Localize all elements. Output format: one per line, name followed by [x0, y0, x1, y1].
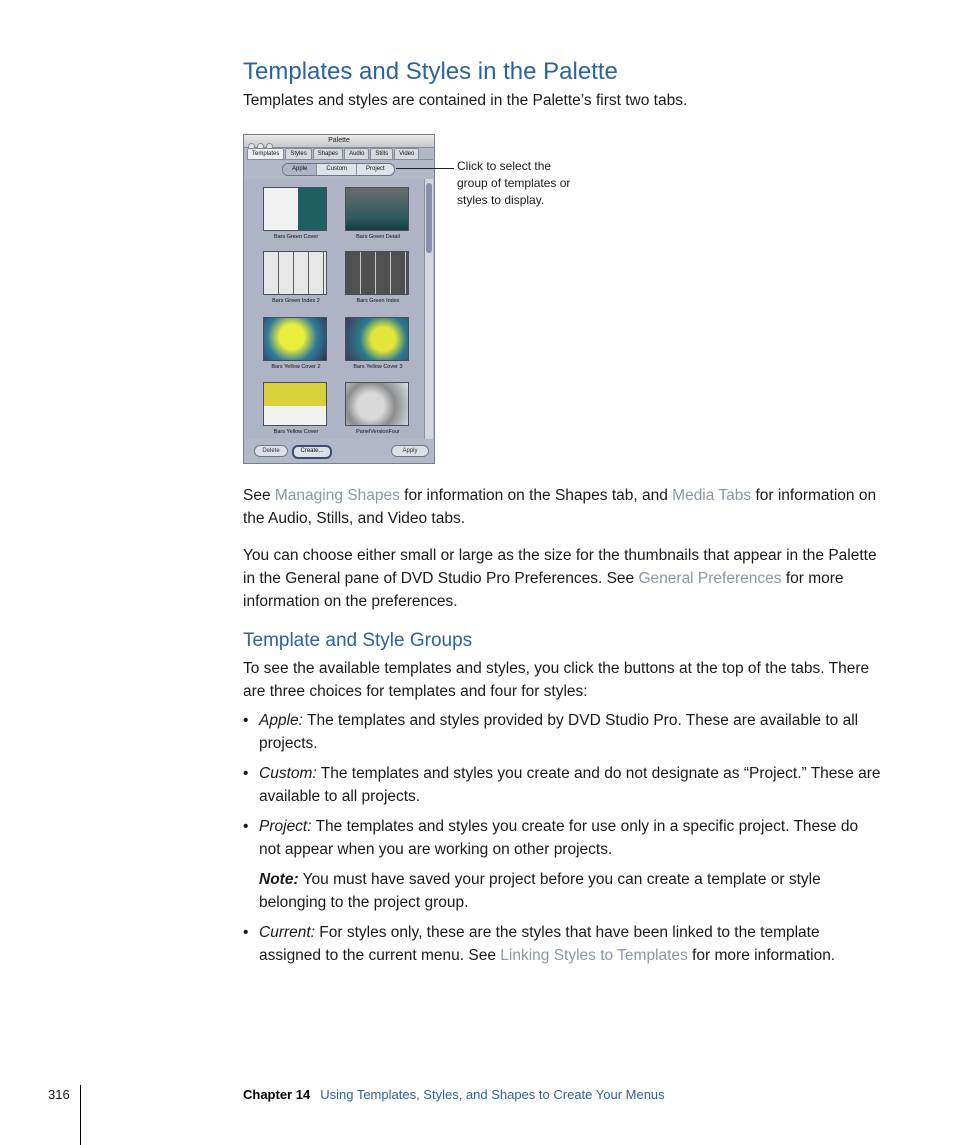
note-label: Note:: [259, 871, 299, 888]
chapter-footer: [243, 1087, 665, 1102]
thumbnail-image: [263, 251, 327, 295]
list-item: [243, 921, 883, 967]
bullet-icon: •: [243, 818, 249, 835]
thumbnail-image: [263, 187, 327, 231]
bullet-icon: •: [243, 712, 249, 729]
thumbnail-caption: PanelVersionFour: [356, 429, 400, 435]
link-general-preferences[interactable]: General Preferences: [638, 570, 782, 587]
thumbnail-image: [345, 187, 409, 231]
note: [259, 868, 883, 914]
paragraph-groups-intro: To see the available templates and styles, you click the buttons at the top of the tabs. There are three choices for templates and four for styles:: [243, 660, 870, 700]
text: for information on the Shapes tab, and: [399, 487, 673, 504]
footer-divider: [80, 1085, 81, 1145]
thumbnail-item[interactable]: [345, 317, 411, 370]
thumbnail-caption: Bars Yellow Cover: [273, 429, 319, 435]
thumbnail-caption: Bars Green Detail: [356, 234, 400, 240]
thumbnail-item[interactable]: [345, 251, 411, 304]
bullet-icon: •: [243, 924, 249, 941]
bullet-term: Project:: [259, 818, 312, 835]
thumbnail-image: [345, 382, 409, 426]
tab-templates[interactable]: Templates: [247, 148, 284, 160]
group-project-button[interactable]: Project: [366, 166, 385, 172]
thumbnail-item[interactable]: [263, 317, 329, 370]
bullet-text: The templates and styles provided by DVD Studio Pro. These are available to all projects.: [259, 712, 859, 752]
bullet-text: For styles only, these are the styles that have been linked to the template assigned to the current menu. See: [259, 924, 820, 964]
tab-styles[interactable]: Styles: [285, 148, 311, 160]
bullet-text: The templates and styles you create and do not designate as “Project.” These are available to all projects.: [259, 765, 881, 805]
link-linking-styles[interactable]: Linking Styles to Templates: [500, 947, 688, 964]
thumbnail-image: [345, 317, 409, 361]
tab-audio[interactable]: Audio: [344, 148, 369, 160]
thumbnail-item[interactable]: [345, 187, 411, 240]
thumbnail-caption: Bars Green Cover: [273, 234, 319, 240]
palette-title-bar[interactable]: [244, 135, 434, 148]
intro-text: Templates and styles are contained in the Palette’s first two tabs.: [243, 92, 688, 109]
list-item: [243, 815, 883, 861]
bullet-icon: •: [243, 765, 249, 782]
thumbnail-caption: Bars Yellow Cover 3: [353, 364, 403, 370]
thumbnail-item[interactable]: [263, 187, 329, 240]
text: See: [243, 487, 275, 504]
tab-shapes[interactable]: Shapes: [313, 148, 343, 160]
bullet-text: The templates and styles you create for use only in a specific project. These do not appear when you are working on other projects.: [259, 818, 859, 858]
thumbnail-item[interactable]: [263, 382, 329, 435]
thumbnail-item[interactable]: [345, 382, 411, 435]
page-number: 316: [48, 1087, 70, 1102]
callout-line: [396, 168, 454, 169]
delete-button[interactable]: Delete: [254, 445, 288, 457]
palette-title: Palette: [328, 137, 350, 144]
thumbnail-item[interactable]: [263, 251, 329, 304]
bullet-text-tail: for more information.: [687, 947, 836, 964]
group-custom-button[interactable]: Custom: [317, 164, 357, 175]
page-title: Templates and Styles in the Palette: [243, 58, 618, 85]
scrollbar-thumb[interactable]: [426, 183, 432, 253]
bullet-term: Current:: [259, 924, 315, 941]
group-selector: [282, 163, 395, 176]
palette-button-row: [244, 442, 434, 460]
scrollbar[interactable]: [424, 179, 433, 439]
bullet-term: Custom:: [259, 765, 317, 782]
thumbnail-grid: [245, 179, 425, 439]
thumbnail-image: [263, 317, 327, 361]
palette-tabs: [247, 148, 420, 159]
callout-text: Click to select the group of templates or styles to display.: [457, 159, 571, 207]
section-heading: Template and Style Groups: [243, 630, 473, 651]
tab-stills[interactable]: Stills: [370, 148, 393, 160]
paragraph-see-also: [243, 484, 883, 530]
text: for more information on the preferences.: [243, 570, 844, 610]
thumbnail-image: [345, 251, 409, 295]
text: for information on the Audio, Stills, and Video tabs.: [243, 487, 877, 527]
note-text: You must have saved your project before you can create a template or style belonging to the project group.: [259, 871, 821, 911]
link-managing-shapes[interactable]: Managing Shapes: [274, 487, 400, 504]
palette-window: [243, 134, 435, 464]
chapter-title: Using Templates, Styles, and Shapes to Create Your Menus: [320, 1087, 665, 1102]
chapter-label: Chapter 14: [243, 1087, 311, 1102]
thumbnail-caption: Bars Yellow Cover 2: [271, 364, 321, 370]
thumbnail-caption: Bars Green Index 2: [272, 298, 320, 304]
list-item: [243, 709, 883, 755]
text: You can choose either small or large as the size for the thumbnails that appear in the Palette in the General pane of DVD Studio Pro Preferences. See: [243, 547, 877, 587]
tab-video[interactable]: Video: [394, 148, 419, 160]
bullet-term: Apple:: [259, 712, 303, 729]
thumbnail-image: [263, 382, 327, 426]
thumbnail-caption: Bars Green Index: [356, 298, 400, 304]
group-apple-button[interactable]: Apple: [283, 164, 317, 175]
paragraph-thumbnail-size: [243, 544, 883, 613]
link-media-tabs[interactable]: Media Tabs: [672, 487, 752, 504]
apply-button[interactable]: Apply: [391, 445, 429, 457]
create-button[interactable]: Create...: [292, 445, 332, 459]
list-item: [243, 762, 883, 808]
